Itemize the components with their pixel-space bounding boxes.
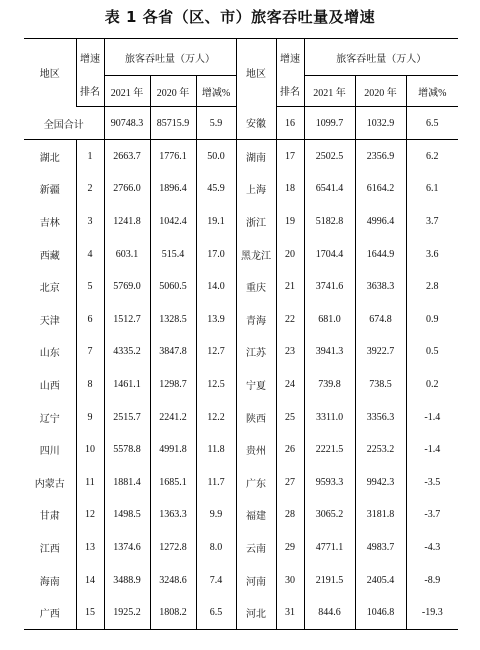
region-rank: 2: [76, 173, 104, 206]
region-rank: 5: [76, 270, 104, 303]
region-change: -3.5: [406, 466, 458, 499]
region-2020: 1042.4: [150, 205, 196, 238]
region-name: 新疆: [39, 185, 60, 197]
region-rank: 19: [276, 205, 304, 238]
region-2020: 1644.9: [355, 238, 406, 271]
region-change: 12.7: [196, 336, 236, 369]
region-2021: 5769.0: [104, 270, 150, 303]
region-2020: 3356.3: [355, 401, 406, 434]
table-row: [24, 499, 458, 532]
region-name: 安徽: [236, 107, 276, 140]
region-name: 甘肃: [39, 511, 60, 523]
national-total-label: 全国合计: [24, 107, 104, 140]
region-change: 6.2: [406, 140, 458, 173]
region-name: 辽宁: [39, 413, 60, 425]
region-rank: 22: [276, 303, 304, 336]
region-change: -4.3: [406, 531, 458, 564]
region-2020: 2253.2: [355, 433, 406, 466]
table-row: [24, 238, 458, 271]
region-2020: 2241.2: [150, 401, 196, 434]
region-2020: 1272.8: [150, 531, 196, 564]
region-rank: 15: [76, 596, 104, 629]
region-2021: 3065.2: [304, 499, 355, 532]
region-change: 2.8: [406, 270, 458, 303]
region-2021: 1512.7: [104, 303, 150, 336]
header-2021-left: 2021 年: [104, 76, 150, 107]
region-change: 50.0: [196, 140, 236, 173]
region-rank: 21: [276, 270, 304, 303]
national-total-change: 5.9: [196, 107, 236, 140]
region-rank: 14: [76, 564, 104, 597]
region-name: 天津: [39, 315, 60, 327]
national-total-row: [24, 107, 458, 140]
region-change: 3.6: [406, 238, 458, 271]
header-2020-left: 2020 年: [150, 76, 196, 107]
table-row: [24, 564, 458, 597]
table-row: [24, 336, 458, 369]
region-2021: 3488.9: [104, 564, 150, 597]
region-name: 四川: [39, 446, 60, 458]
region-2020: 4996.4: [355, 205, 406, 238]
region-rank: 6: [76, 303, 104, 336]
region-rank: 13: [76, 531, 104, 564]
header-row-top: [24, 39, 458, 76]
region-2020: 738.5: [355, 368, 406, 401]
region-2020: 4991.8: [150, 433, 196, 466]
region-2021: 5578.8: [104, 433, 150, 466]
region-2021: 681.0: [304, 303, 355, 336]
region-change: 19.1: [196, 205, 236, 238]
table-row: [24, 270, 458, 303]
region-2020: 1032.9: [355, 107, 406, 140]
region-2020: 1298.7: [150, 368, 196, 401]
region-change: 12.5: [196, 368, 236, 401]
header-change-right: 增减%: [406, 76, 458, 107]
region-name: 海南: [39, 576, 60, 588]
region-2020: 5060.5: [150, 270, 196, 303]
region-2020: 1046.8: [355, 596, 406, 629]
table-row: [24, 531, 458, 564]
region-change: 45.9: [196, 173, 236, 206]
region-name: 河南: [236, 564, 276, 597]
region-change: 11.8: [196, 433, 236, 466]
region-name: 内蒙古: [34, 478, 65, 490]
national-total-2020: 85715.9: [150, 107, 196, 140]
region-name: 云南: [236, 531, 276, 564]
region-name: 湖南: [236, 140, 276, 173]
region-2020: 4983.7: [355, 531, 406, 564]
region-2020: 1776.1: [150, 140, 196, 173]
region-rank: 27: [276, 466, 304, 499]
region-2020: 2405.4: [355, 564, 406, 597]
header-speed-right: 增速: [276, 39, 304, 76]
region-change: 0.2: [406, 368, 458, 401]
region-2021: 1498.5: [104, 499, 150, 532]
header-2021-right: 2021 年: [304, 76, 355, 107]
region-rank: 12: [76, 499, 104, 532]
region-2020: 3847.8: [150, 336, 196, 369]
region-2021: 1461.1: [104, 368, 150, 401]
region-rank: 30: [276, 564, 304, 597]
region-2021: 5182.8: [304, 205, 355, 238]
table-row: [24, 466, 458, 499]
table-row: [24, 303, 458, 336]
region-2021: 1881.4: [104, 466, 150, 499]
region-2021: 3941.3: [304, 336, 355, 369]
region-2021: 603.1: [104, 238, 150, 271]
region-rank: 28: [276, 499, 304, 532]
region-change: 8.0: [196, 531, 236, 564]
table-row: [24, 401, 458, 434]
region-change: 6.1: [406, 173, 458, 206]
region-2020: 3181.8: [355, 499, 406, 532]
region-name: 江苏: [236, 336, 276, 369]
region-change: 6.5: [196, 596, 236, 629]
region-rank: 26: [276, 433, 304, 466]
region-name: 宁夏: [236, 368, 276, 401]
region-name: 江西: [39, 543, 60, 555]
region-2021: 739.8: [304, 368, 355, 401]
region-change: 6.5: [406, 107, 458, 140]
region-rank: 29: [276, 531, 304, 564]
national-total-2021: 90748.3: [104, 107, 150, 140]
region-2020: 3638.3: [355, 270, 406, 303]
header-2020-right: 2020 年: [355, 76, 406, 107]
region-change: 17.0: [196, 238, 236, 271]
region-2021: 4771.1: [304, 531, 355, 564]
header-rank-left: 排名: [76, 76, 104, 107]
region-change: 0.9: [406, 303, 458, 336]
region-2021: 3311.0: [304, 401, 355, 434]
region-2021: 2663.7: [104, 140, 150, 173]
region-name: 重庆: [236, 270, 276, 303]
region-2020: 3922.7: [355, 336, 406, 369]
region-2021: 2191.5: [304, 564, 355, 597]
region-change: -8.9: [406, 564, 458, 597]
region-2021: 1704.4: [304, 238, 355, 271]
table-row: [24, 368, 458, 401]
region-2020: 1685.1: [150, 466, 196, 499]
region-2020: 3248.6: [150, 564, 196, 597]
region-change: 7.4: [196, 564, 236, 597]
region-2021: 4335.2: [104, 336, 150, 369]
region-name: 上海: [236, 173, 276, 206]
table-row: [24, 140, 458, 173]
region-2020: 6164.2: [355, 173, 406, 206]
header-throughput-left: 旅客吞吐量（万人）: [104, 39, 236, 76]
region-change: 11.7: [196, 466, 236, 499]
region-name: 吉林: [39, 217, 60, 229]
region-name: 青海: [236, 303, 276, 336]
header-region-right: 地区: [236, 39, 276, 107]
region-change: 14.0: [196, 270, 236, 303]
table-row: [24, 205, 458, 238]
table-row: [24, 433, 458, 466]
region-rank: 3: [76, 205, 104, 238]
region-name: 湖北: [39, 152, 60, 164]
header-throughput-right: 旅客吞吐量（万人）: [304, 39, 458, 76]
header-rank-right: 排名: [276, 76, 304, 107]
region-name: 福建: [236, 499, 276, 532]
region-2021: 2766.0: [104, 173, 150, 206]
region-name: 黑龙江: [236, 238, 276, 271]
region-name: 西藏: [39, 250, 60, 262]
region-rank: 24: [276, 368, 304, 401]
header-region-left: 地区: [24, 39, 76, 107]
region-2020: 515.4: [150, 238, 196, 271]
region-2021: 9593.3: [304, 466, 355, 499]
region-name: 广东: [236, 466, 276, 499]
region-name: 贵州: [236, 433, 276, 466]
region-2021: 1925.2: [104, 596, 150, 629]
region-name: 北京: [39, 283, 60, 295]
region-2021: 2515.7: [104, 401, 150, 434]
region-change: 9.9: [196, 499, 236, 532]
region-rank: 31: [276, 596, 304, 629]
region-2021: 2221.5: [304, 433, 355, 466]
region-2021: 844.6: [304, 596, 355, 629]
region-rank: 10: [76, 433, 104, 466]
region-2021: 6541.4: [304, 173, 355, 206]
header-speed-left: 增速: [76, 39, 104, 76]
region-2021: 1241.8: [104, 205, 150, 238]
region-rank: 9: [76, 401, 104, 434]
region-change: 13.9: [196, 303, 236, 336]
region-name: 河北: [236, 596, 276, 629]
region-rank: 4: [76, 238, 104, 271]
region-change: 12.2: [196, 401, 236, 434]
region-name: 山西: [39, 380, 60, 392]
region-change: -19.3: [406, 596, 458, 629]
throughput-table: [24, 38, 458, 630]
region-change: -3.7: [406, 499, 458, 532]
region-2021: 3741.6: [304, 270, 355, 303]
region-rank: 7: [76, 336, 104, 369]
region-rank: 25: [276, 401, 304, 434]
region-name: 浙江: [236, 205, 276, 238]
table-title: 表 1 各省（区、市）旅客吞吐量及增速: [104, 8, 376, 26]
region-2021: 1374.6: [104, 531, 150, 564]
region-2021: 1099.7: [304, 107, 355, 140]
region-rank: 8: [76, 368, 104, 401]
region-2020: 1363.3: [150, 499, 196, 532]
region-rank: 16: [276, 107, 304, 140]
region-name: 广西: [24, 596, 76, 629]
table-row: [24, 596, 458, 629]
region-change: 3.7: [406, 205, 458, 238]
region-2020: 1808.2: [150, 596, 196, 629]
region-2020: 674.8: [355, 303, 406, 336]
region-rank: 11: [76, 466, 104, 499]
region-2020: 9942.3: [355, 466, 406, 499]
header-change-left: 增减%: [196, 76, 236, 107]
region-rank: 20: [276, 238, 304, 271]
region-name: 山东: [39, 348, 60, 360]
region-change: -1.4: [406, 433, 458, 466]
region-change: -1.4: [406, 401, 458, 434]
region-name: 陕西: [236, 401, 276, 434]
region-rank: 18: [276, 173, 304, 206]
table-row: [24, 173, 458, 206]
region-2020: 1896.4: [150, 173, 196, 206]
region-2020: 1328.5: [150, 303, 196, 336]
region-change: 0.5: [406, 336, 458, 369]
region-rank: 17: [276, 140, 304, 173]
region-2021: 2502.5: [304, 140, 355, 173]
region-2020: 2356.9: [355, 140, 406, 173]
region-rank: 1: [76, 140, 104, 173]
region-rank: 23: [276, 336, 304, 369]
